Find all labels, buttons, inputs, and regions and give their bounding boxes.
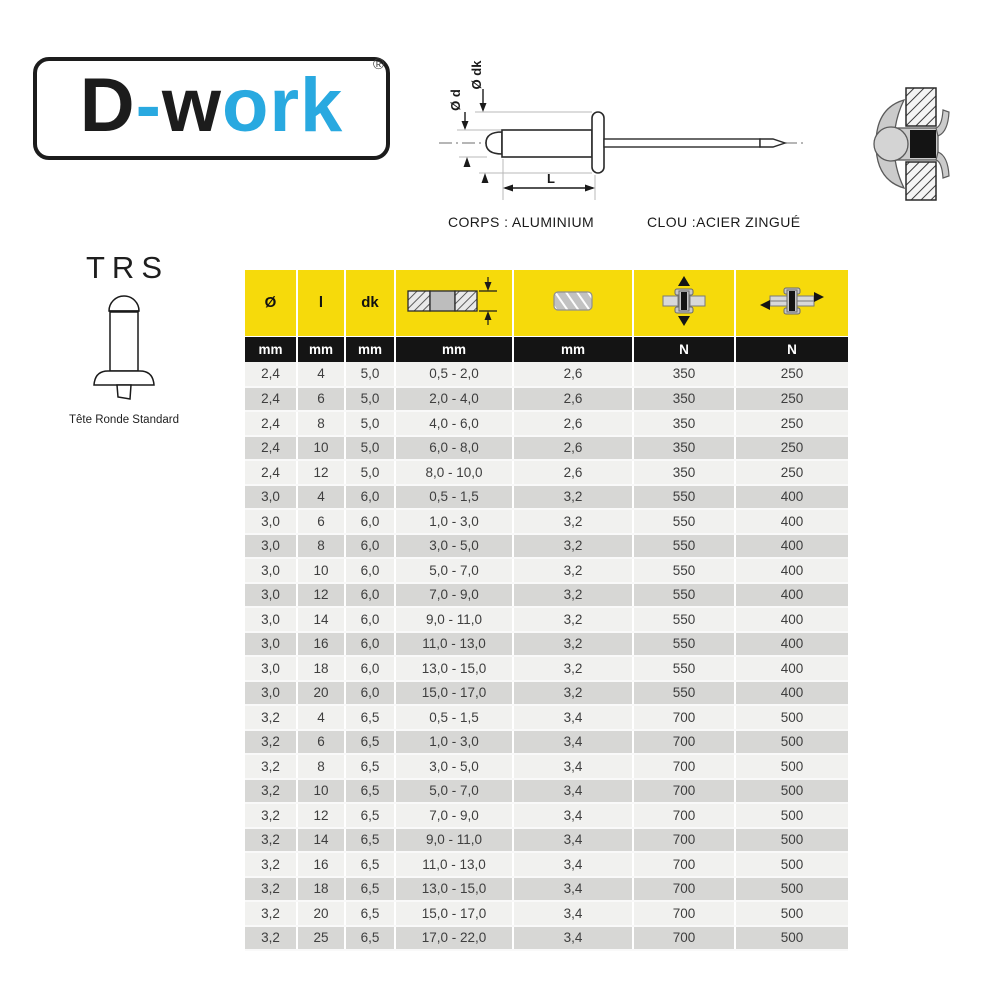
table-cell: 7,0 - 9,0	[395, 583, 513, 608]
unit-cell: mm	[395, 336, 513, 362]
table-cell: 2,6	[513, 460, 633, 485]
table-cell: 3,2	[513, 681, 633, 706]
table-cell: 500	[735, 901, 848, 926]
table-cell: 350	[633, 460, 735, 485]
table-units-row	[245, 336, 848, 362]
table-cell: 2,6	[513, 387, 633, 412]
table-cell: 3,2	[245, 705, 297, 730]
table-cell: 350	[633, 387, 735, 412]
table-cell: 6,5	[345, 828, 395, 853]
table-cell: 700	[633, 803, 735, 828]
specs-table	[245, 270, 848, 951]
table-cell: 16	[297, 852, 345, 877]
table-cell: 10	[297, 779, 345, 804]
product-code: TRS	[86, 250, 169, 285]
table-cell: 400	[735, 558, 848, 583]
table-cell: 14	[297, 828, 345, 853]
table-cell: 5,0	[345, 411, 395, 436]
unit-cell: mm	[513, 336, 633, 362]
table-cell: 2,4	[245, 460, 297, 485]
table-cell: 3,2	[513, 656, 633, 681]
grip-range-icon	[407, 275, 501, 327]
table-cell: 3,4	[513, 877, 633, 902]
table-cell: 2,6	[513, 362, 633, 387]
table-cell: 16	[297, 632, 345, 657]
table-cell: 550	[633, 485, 735, 510]
table-cell: 700	[633, 926, 735, 951]
table-row	[245, 926, 848, 951]
table-cell: 700	[633, 877, 735, 902]
table-cell: 550	[633, 656, 735, 681]
table-cell: 13,0 - 15,0	[395, 656, 513, 681]
table-cell: 400	[735, 632, 848, 657]
table-cell: 3,0 - 5,0	[395, 754, 513, 779]
table-cell: 3,0	[245, 656, 297, 681]
table-row	[245, 607, 848, 632]
table-row	[245, 411, 848, 436]
table-row	[245, 877, 848, 902]
header-head-diameter: dk	[345, 270, 395, 336]
table-cell: 3,2	[245, 803, 297, 828]
table-row	[245, 656, 848, 681]
table-cell: 3,2	[245, 852, 297, 877]
table-cell: 550	[633, 583, 735, 608]
table-cell: 550	[633, 681, 735, 706]
table-row	[245, 387, 848, 412]
table-row	[245, 828, 848, 853]
table-cell: 6,5	[345, 705, 395, 730]
table-cell: 6	[297, 387, 345, 412]
table-cell: 6,5	[345, 852, 395, 877]
table-cell: 3,0	[245, 583, 297, 608]
header-drill-diameter	[513, 270, 633, 336]
table-cell: 15,0 - 17,0	[395, 901, 513, 926]
table-cell: 3,4	[513, 803, 633, 828]
table-cell: 550	[633, 558, 735, 583]
table-cell: 3,2	[513, 558, 633, 583]
table-cell: 0,5 - 1,5	[395, 485, 513, 510]
table-row	[245, 852, 848, 877]
unit-cell: mm	[245, 336, 297, 362]
table-cell: 5,0	[345, 362, 395, 387]
table-cell: 500	[735, 852, 848, 877]
table-cell: 6,5	[345, 926, 395, 951]
table-cell: 14	[297, 607, 345, 632]
table-cell: 1,0 - 3,0	[395, 730, 513, 755]
table-cell: 3,4	[513, 779, 633, 804]
table-cell: 6,5	[345, 779, 395, 804]
table-cell: 8,0 - 10,0	[395, 460, 513, 485]
table-cell: 2,6	[513, 411, 633, 436]
table-cell: 3,2	[245, 901, 297, 926]
table-cell: 400	[735, 485, 848, 510]
table-cell: 3,4	[513, 852, 633, 877]
table-cell: 350	[633, 411, 735, 436]
table-cell: 700	[633, 779, 735, 804]
table-cell: 3,2	[245, 730, 297, 755]
trs-rivet-illustration	[93, 292, 155, 400]
table-cell: 4,0 - 6,0	[395, 411, 513, 436]
table-body	[245, 362, 848, 950]
table-cell: 500	[735, 705, 848, 730]
table-cell: 3,2	[513, 509, 633, 534]
table-cell: 6,5	[345, 901, 395, 926]
table-cell: 3,2	[245, 779, 297, 804]
table-cell: 400	[735, 534, 848, 559]
table-cell: 250	[735, 411, 848, 436]
header-grip-range	[395, 270, 513, 336]
table-row	[245, 436, 848, 461]
table-cell: 350	[633, 362, 735, 387]
table-cell: 0,5 - 1,5	[395, 705, 513, 730]
logo-part-dash: -	[135, 62, 162, 148]
table-cell: 500	[735, 828, 848, 853]
table-cell: 5,0	[345, 387, 395, 412]
table-cell: 3,0	[245, 681, 297, 706]
table-cell: 8	[297, 754, 345, 779]
nail-material-label: CLOU :ACIER ZINGUÉ	[647, 214, 801, 230]
table-cell: 6,0	[345, 534, 395, 559]
unit-cell: N	[633, 336, 735, 362]
table-row	[245, 779, 848, 804]
table-cell: 3,0	[245, 558, 297, 583]
table-cell: 500	[735, 754, 848, 779]
logo-part-ork: ork	[222, 62, 344, 148]
table-cell: 25	[297, 926, 345, 951]
table-cell: 3,0	[245, 632, 297, 657]
table-cell: 700	[633, 828, 735, 853]
table-cell: 6,0	[345, 558, 395, 583]
table-row	[245, 901, 848, 926]
head-type-caption: Tête Ronde Standard	[69, 414, 179, 426]
table-cell: 3,0	[245, 509, 297, 534]
table-row	[245, 558, 848, 583]
table-cell: 9,0 - 11,0	[395, 828, 513, 853]
table-header-row	[245, 270, 848, 336]
table-cell: 400	[735, 607, 848, 632]
table-cell: 12	[297, 803, 345, 828]
table-cell: 700	[633, 852, 735, 877]
table-cell: 6,0	[345, 681, 395, 706]
table-cell: 3,0 - 5,0	[395, 534, 513, 559]
table-cell: 6,0	[345, 509, 395, 534]
table-row	[245, 730, 848, 755]
table-cell: 3,0	[245, 534, 297, 559]
table-cell: 250	[735, 436, 848, 461]
table-cell: 250	[735, 362, 848, 387]
table-cell: 2,0 - 4,0	[395, 387, 513, 412]
table-cell: 5,0	[345, 460, 395, 485]
table-cell: 350	[633, 436, 735, 461]
table-cell: 3,2	[245, 828, 297, 853]
table-cell: 400	[735, 583, 848, 608]
table-cell: 3,2	[513, 632, 633, 657]
table-cell: 12	[297, 583, 345, 608]
table-cell: 2,4	[245, 436, 297, 461]
table-row	[245, 534, 848, 559]
table-cell: 8	[297, 411, 345, 436]
product-block	[38, 250, 210, 426]
table-cell: 5,0	[345, 436, 395, 461]
table-row	[245, 632, 848, 657]
table-cell: 500	[735, 803, 848, 828]
table-cell: 6,0	[345, 485, 395, 510]
table-cell: 3,2	[245, 754, 297, 779]
table-cell: 6	[297, 730, 345, 755]
table-row	[245, 803, 848, 828]
table-cell: 11,0 - 13,0	[395, 632, 513, 657]
table-cell: 18	[297, 656, 345, 681]
table-cell: 500	[735, 779, 848, 804]
table-cell: 6,5	[345, 754, 395, 779]
table-cell: 7,0 - 9,0	[395, 803, 513, 828]
table-cell: 550	[633, 534, 735, 559]
table-cell: 6,0	[345, 607, 395, 632]
rivet-side-view-icon	[435, 55, 895, 215]
table-row	[245, 460, 848, 485]
table-cell: 3,4	[513, 901, 633, 926]
table-cell: 500	[735, 926, 848, 951]
header-tensile-strength	[633, 270, 735, 336]
table-cell: 3,2	[513, 583, 633, 608]
table-cell: 700	[633, 705, 735, 730]
table-cell: 10	[297, 558, 345, 583]
table-cell: 6,0	[345, 656, 395, 681]
table-cell: 20	[297, 901, 345, 926]
table-cell: 550	[633, 632, 735, 657]
logo-part-w: w	[161, 62, 223, 148]
dwork-logo	[33, 57, 390, 160]
table-row	[245, 681, 848, 706]
table-cell: 6	[297, 509, 345, 534]
table-cell: 20	[297, 681, 345, 706]
unit-cell: mm	[297, 336, 345, 362]
table-cell: 400	[735, 681, 848, 706]
table-cell: 3,4	[513, 730, 633, 755]
table-cell: 3,2	[513, 607, 633, 632]
table-cell: 550	[633, 607, 735, 632]
table-cell: 6,0	[345, 583, 395, 608]
table-cell: 6,5	[345, 730, 395, 755]
dim-label-body-diameter: Ø d	[448, 89, 463, 111]
table-cell: 2,6	[513, 436, 633, 461]
table-cell: 6,0	[345, 632, 395, 657]
table-cell: 3,2	[513, 485, 633, 510]
table-cell: 8	[297, 534, 345, 559]
header-length: l	[297, 270, 345, 336]
table-cell: 15,0 - 17,0	[395, 681, 513, 706]
table-cell: 4	[297, 485, 345, 510]
table-cell: 18	[297, 877, 345, 902]
table-cell: 11,0 - 13,0	[395, 852, 513, 877]
table-cell: 12	[297, 460, 345, 485]
table-cell: 4	[297, 705, 345, 730]
rivet-technical-drawing	[435, 55, 895, 215]
table-cell: 3,2	[513, 534, 633, 559]
table-cell: 10	[297, 436, 345, 461]
table-cell: 5,0 - 7,0	[395, 779, 513, 804]
dwork-logo-text	[79, 62, 344, 150]
header-shear-strength	[735, 270, 848, 336]
table-cell: 250	[735, 387, 848, 412]
table-cell: 3,2	[245, 877, 297, 902]
table-cell: 700	[633, 754, 735, 779]
table-cell: 5,0 - 7,0	[395, 558, 513, 583]
table-cell: 3,4	[513, 705, 633, 730]
table-cell: 500	[735, 877, 848, 902]
table-cell: 13,0 - 15,0	[395, 877, 513, 902]
logo-part-d: D	[79, 62, 136, 148]
shear-strength-icon	[760, 285, 824, 317]
installed-rivet-cross-section	[866, 86, 950, 202]
table-cell: 6,5	[345, 877, 395, 902]
table-cell: 3,4	[513, 926, 633, 951]
dim-label-head-diameter: Ø dk	[469, 60, 484, 90]
table-cell: 700	[633, 730, 735, 755]
unit-cell: N	[735, 336, 848, 362]
table-cell: 250	[735, 460, 848, 485]
table-cell: 400	[735, 509, 848, 534]
table-row	[245, 705, 848, 730]
table-row	[245, 362, 848, 387]
table-cell: 2,4	[245, 387, 297, 412]
installed-rivet-icon	[866, 86, 950, 202]
table-row	[245, 754, 848, 779]
table-cell: 2,4	[245, 362, 297, 387]
table-cell: 550	[633, 509, 735, 534]
table-cell: 3,4	[513, 754, 633, 779]
table-cell: 3,0	[245, 607, 297, 632]
table-cell: 2,4	[245, 411, 297, 436]
table-cell: 6,5	[345, 803, 395, 828]
body-material-label: CORPS : ALUMINIUM	[448, 214, 595, 230]
registered-trademark-icon: ®	[373, 56, 385, 73]
table-cell: 6,0 - 8,0	[395, 436, 513, 461]
table-row	[245, 485, 848, 510]
table-cell: 700	[633, 901, 735, 926]
table-cell: 4	[297, 362, 345, 387]
table-cell: 17,0 - 22,0	[395, 926, 513, 951]
table-row	[245, 509, 848, 534]
table-row	[245, 583, 848, 608]
header-diameter: Ø	[245, 270, 297, 336]
unit-cell: mm	[345, 336, 395, 362]
table-cell: 0,5 - 2,0	[395, 362, 513, 387]
table-cell: 500	[735, 730, 848, 755]
tensile-strength-icon	[661, 276, 707, 326]
table-cell: 1,0 - 3,0	[395, 509, 513, 534]
table-cell: 3,2	[245, 926, 297, 951]
drill-diameter-icon	[553, 291, 593, 311]
dim-label-length: L	[547, 171, 555, 186]
table-cell: 9,0 - 11,0	[395, 607, 513, 632]
table-cell: 3,0	[245, 485, 297, 510]
table-cell: 400	[735, 656, 848, 681]
table-cell: 3,4	[513, 828, 633, 853]
